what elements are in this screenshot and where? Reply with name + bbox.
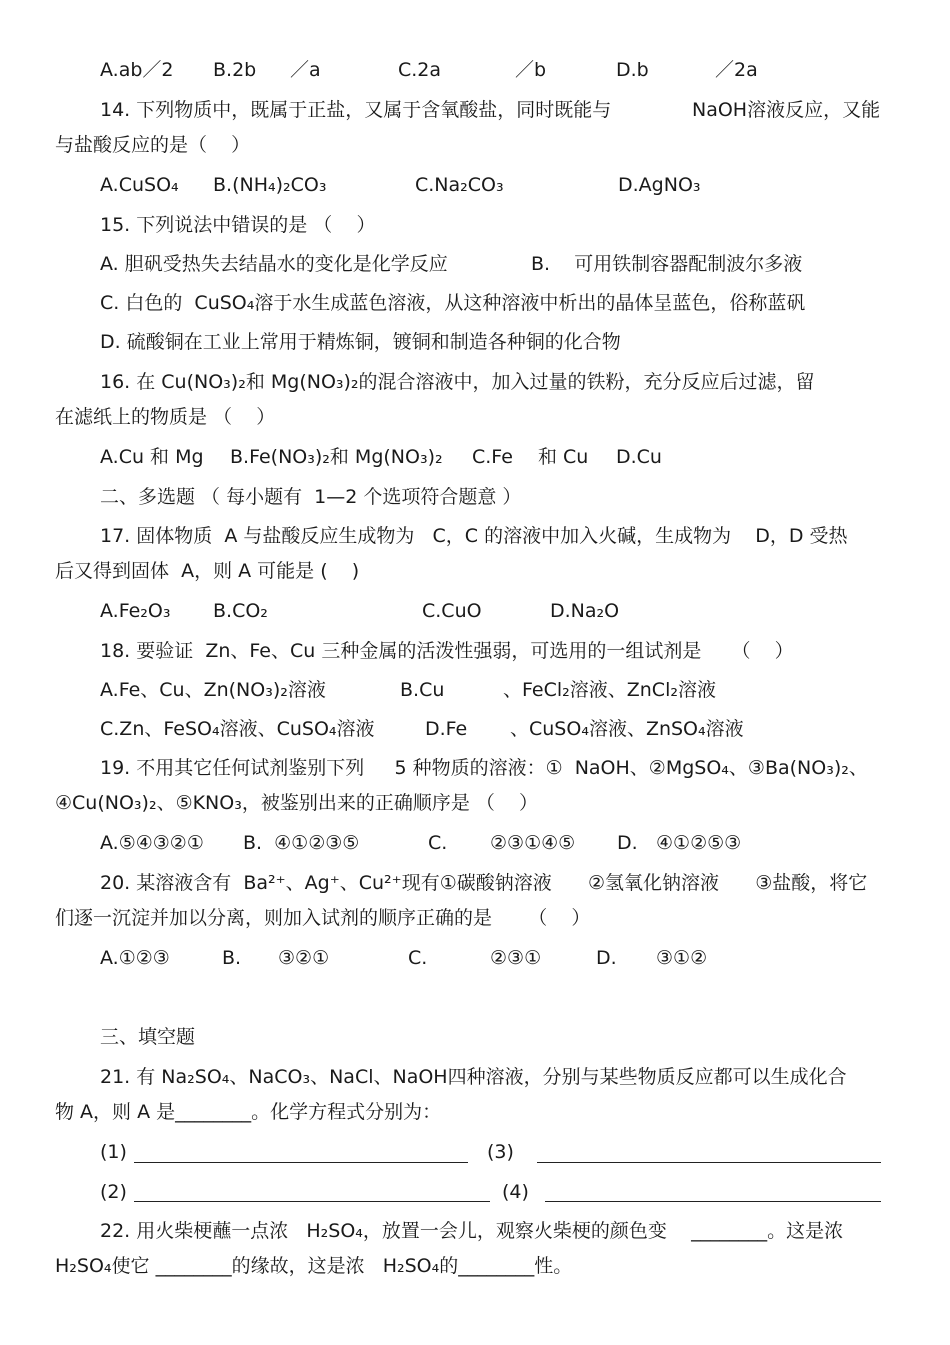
text-segment: (1)	[100, 1141, 127, 1163]
text-line-24	[0, 943, 950, 973]
text-line-23	[0, 903, 950, 933]
text-segment: C.Fe	[472, 446, 513, 468]
text-segment: ／2a	[715, 59, 758, 81]
text-line-19	[0, 753, 950, 783]
text-segment: 19. 不用其它任何试剂鉴别下列 5 种物质的溶液：① NaOH、②MgSO₄、③Ba(NO₃)₂、	[100, 757, 868, 779]
text-line-22	[0, 868, 950, 898]
text-segment: 二、多选题 （ 每小题有 1—2 个选项符合题意 ）	[100, 486, 522, 508]
text-line-12	[0, 482, 950, 512]
text-line-3	[0, 130, 950, 160]
text-line-27	[0, 1097, 950, 1127]
text-segment: 14. 下列物质中，既属于正盐，又属于含氧酸盐，同时既能与	[100, 99, 612, 121]
text-segment: 22. 用火柴梗蘸一点浓 H₂SO₄，放置一会儿，观察火柴梗的颜色变 ________。这是浓	[100, 1220, 844, 1242]
answer-blank-line	[134, 1201, 490, 1202]
text-line-21	[0, 828, 950, 858]
text-line-17	[0, 675, 950, 705]
text-line-6	[0, 249, 950, 279]
text-segment: D.Fe	[425, 718, 468, 740]
text-segment: 20. 某溶液含有 Ba²⁺、Ag⁺、Cu²⁺现有①碳酸钠溶液 ②氢氧化钠溶液 ③盐酸，将它	[100, 872, 868, 894]
text-segment: 、CuSO₄溶液、ZnSO₄溶液	[510, 718, 744, 740]
text-segment: A.CuSO₄	[100, 174, 179, 196]
text-segment: B. ④①②③⑤	[243, 832, 360, 854]
text-segment: B.Cu	[400, 679, 445, 701]
text-segment: 三、填空题	[100, 1026, 196, 1048]
text-segment: 后又得到固体 A，则 A 可能是 ( )	[55, 560, 360, 582]
text-segment: 在滤纸上的物质是 （ ）	[55, 406, 276, 428]
text-segment: NaOH溶液反应，又能	[692, 99, 881, 121]
text-segment: A.Fe₂O₃	[100, 600, 171, 622]
text-segment: A.⑤④③②①	[100, 832, 204, 854]
text-segment: D.b	[616, 59, 649, 81]
text-segment: B.Fe(NO₃)₂和 Mg(NO₃)₂	[230, 446, 443, 468]
text-line-5	[0, 210, 950, 240]
text-line-30	[0, 1216, 950, 1246]
text-line-13	[0, 521, 950, 551]
text-line-16	[0, 636, 950, 666]
text-segment: 和 Cu	[538, 446, 589, 468]
text-line-10	[0, 402, 950, 432]
text-segment: D.AgNO₃	[618, 174, 701, 196]
text-segment: 、FeCl₂溶液、ZnCl₂溶液	[503, 679, 716, 701]
text-segment: A.ab／2	[100, 59, 174, 81]
text-line-29	[0, 1177, 950, 1207]
text-line-11	[0, 442, 950, 472]
text-line-1	[0, 55, 950, 85]
text-segment: ②③①	[490, 947, 542, 969]
answer-blank-line	[134, 1162, 468, 1163]
text-segment: D. 硫酸铜在工业上常用于精炼铜，镀铜和制造各种铜的化合物	[100, 331, 621, 353]
text-segment: C.Zn、FeSO₄溶液、CuSO₄溶液	[100, 718, 375, 740]
text-segment: A.①②③	[100, 947, 170, 969]
text-segment: B. 可用铁制容器配制波尔多液	[531, 253, 803, 275]
answer-blank-line	[545, 1201, 881, 1202]
text-line-4	[0, 170, 950, 200]
text-segment: 16. 在 Cu(NO₃)₂和 Mg(NO₃)₂的混合溶液中，加入过量的铁粉，充分反应后过滤，留	[100, 371, 815, 393]
text-segment: A. 胆矾受热失去结晶水的变化是化学反应	[100, 253, 448, 275]
text-segment: C.2a	[398, 59, 442, 81]
text-segment: C.Na₂CO₃	[415, 174, 504, 196]
text-line-2	[0, 95, 950, 125]
text-segment: B.(NH₄)₂CO₃	[213, 174, 327, 196]
text-segment: ／a	[290, 59, 321, 81]
text-line-20	[0, 788, 950, 818]
text-segment: ④Cu(NO₃)₂、⑤KNO₃，被鉴别出来的正确顺序是 （ ）	[55, 792, 539, 814]
text-segment: C.	[428, 832, 448, 854]
text-segment: B.CO₂	[213, 600, 268, 622]
text-segment: 18. 要验证 Zn、Fe、Cu 三种金属的活泼性强弱，可选用的一组试剂是 （ ）	[100, 640, 794, 662]
text-segment: D.Cu	[616, 446, 662, 468]
text-line-8	[0, 327, 950, 357]
text-segment: D.Na₂O	[550, 600, 620, 622]
text-segment: 与盐酸反应的是（ ）	[55, 134, 251, 156]
text-line-31	[0, 1251, 950, 1281]
answer-blank-line	[537, 1162, 881, 1163]
text-line-7	[0, 288, 950, 318]
text-line-26	[0, 1062, 950, 1092]
text-line-18	[0, 714, 950, 744]
text-segment: 们逐一沉淀并加以分离，则加入试剂的顺序正确的是 （ ）	[55, 907, 591, 929]
text-segment: D.	[596, 947, 617, 969]
text-segment: A.Cu 和 Mg	[100, 446, 204, 468]
text-segment: D.	[617, 832, 638, 854]
text-segment: B.2b	[213, 59, 257, 81]
text-line-15	[0, 596, 950, 626]
text-segment: A.Fe、Cu、Zn(NO₃)₂溶液	[100, 679, 326, 701]
text-segment: ③①②	[656, 947, 708, 969]
text-segment: 21. 有 Na₂SO₄、NaCO₃、NaCl、NaOH四种溶液，分别与某些物质反应都可以生成化合	[100, 1066, 847, 1088]
text-segment: C.CuO	[422, 600, 482, 622]
text-segment: (3)	[487, 1141, 514, 1163]
text-segment: 物 A，则 A 是________。化学方程式分别为：	[55, 1101, 442, 1123]
text-segment: 17. 固体物质 A 与盐酸反应生成物为 C，C 的溶液中加入火碱，生成物为 D，D 受热	[100, 525, 848, 547]
text-segment: C. 白色的 CuSO₄溶于水生成蓝色溶液，从这种溶液中析出的晶体呈蓝色，俗称蓝矾	[100, 292, 806, 314]
text-segment: ②③①④⑤	[490, 832, 576, 854]
text-segment: 15. 下列说法中错误的是 （ ）	[100, 214, 376, 236]
text-line-14	[0, 556, 950, 586]
text-segment: (4)	[502, 1181, 529, 1203]
text-line-9	[0, 367, 950, 397]
text-segment: C.	[408, 947, 428, 969]
text-segment: B.	[222, 947, 242, 969]
text-segment: ④①②⑤③	[656, 832, 742, 854]
text-segment: H₂SO₄使它 ________的缘故，这是浓 H₂SO₄的________性。	[55, 1255, 573, 1277]
text-segment: ／b	[515, 59, 547, 81]
text-segment: (2)	[100, 1181, 127, 1203]
text-line-25	[0, 1022, 950, 1052]
text-segment: ③②①	[278, 947, 330, 969]
